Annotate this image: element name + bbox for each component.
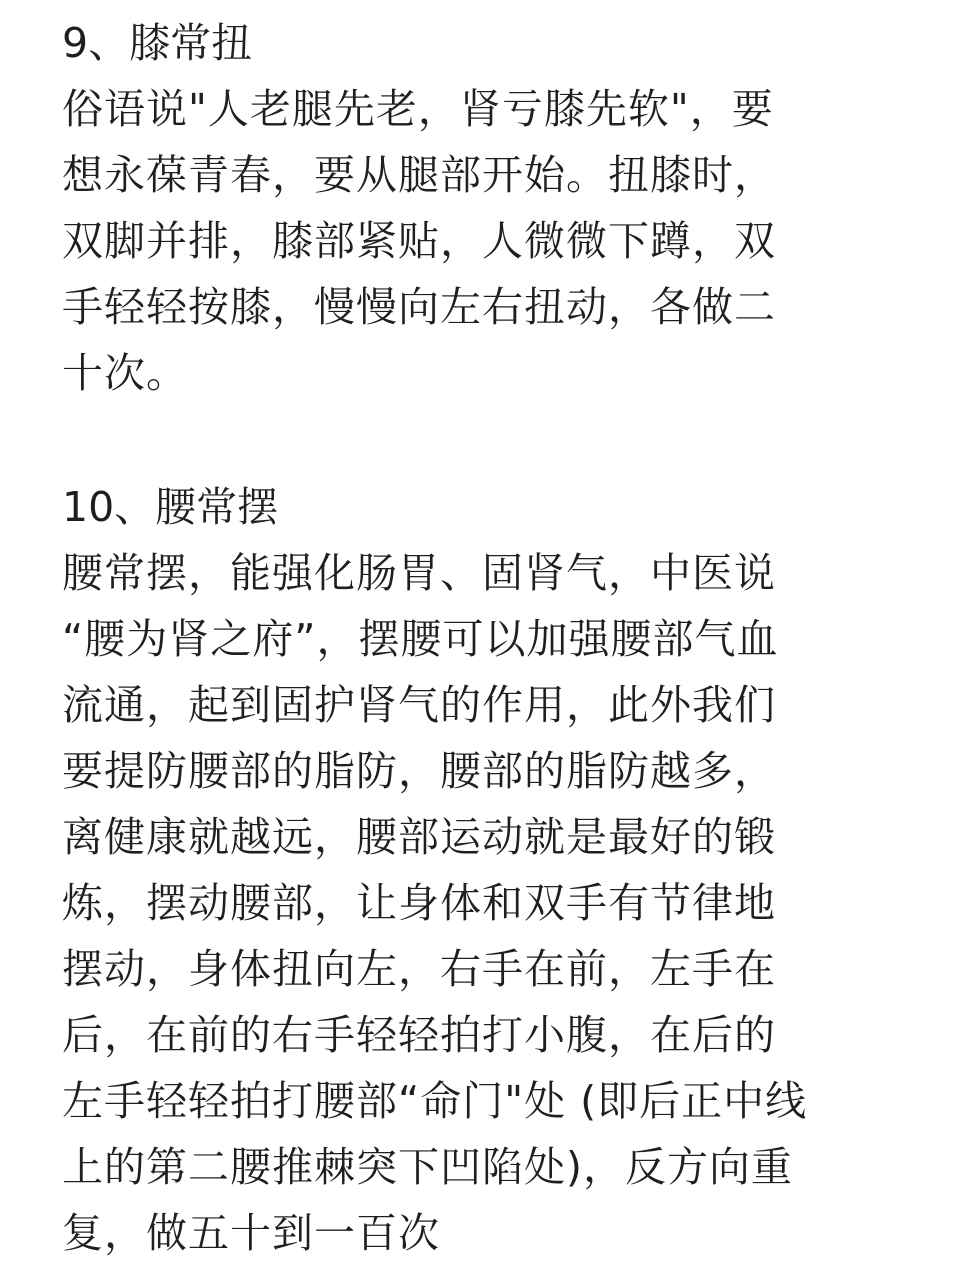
paragraph-line: 要提防腰部的脂防，腰部的脂防越多，	[62, 747, 776, 795]
paragraph-line: 手轻轻按膝，慢慢向左右扭动，各做二	[62, 283, 776, 331]
paragraph-line: 双脚并排，膝部紧贴，人微微下蹲，双	[62, 217, 776, 265]
paragraph-line: “腰为肾之府”，摆腰可以加强腰部气血	[62, 615, 779, 663]
paragraph-line: 摆动，身体扭向左，右手在前，左手在	[62, 945, 776, 993]
paragraph-line: 俗语说"人老腿先老，肾亏膝先软"，要	[62, 85, 774, 133]
paragraph-line: 十次。	[62, 349, 188, 397]
section-waist	[62, 474, 900, 1266]
paragraph-line: 上的第二腰推棘突下凹陷处)，反方向重	[62, 1143, 793, 1191]
paragraph-line: 想永葆青春，要从腿部开始。扭膝时，	[62, 151, 776, 199]
paragraph-line: 炼，摆动腰部，让身体和双手有节律地	[62, 879, 776, 927]
section-heading: 10、腰常摆	[62, 483, 279, 531]
section-heading: 9、膝常扭	[62, 19, 253, 67]
paragraph-line: 腰常摆，能强化肠胃、固肾气，中医说	[62, 549, 776, 597]
paragraph-line: 左手轻轻拍打腰部“命门"处 (即后正中线	[62, 1077, 808, 1125]
paragraph-line: 流通，起到固护肾气的作用，此外我们	[62, 681, 776, 729]
paragraph-line: 后，在前的右手轻轻拍打小腹，在后的	[62, 1011, 776, 1059]
paragraph-line: 复，做五十到一百次	[62, 1209, 440, 1257]
section-knee	[62, 10, 900, 406]
paragraph-line: 离健康就越远，腰部运动就是最好的锻	[62, 813, 776, 861]
